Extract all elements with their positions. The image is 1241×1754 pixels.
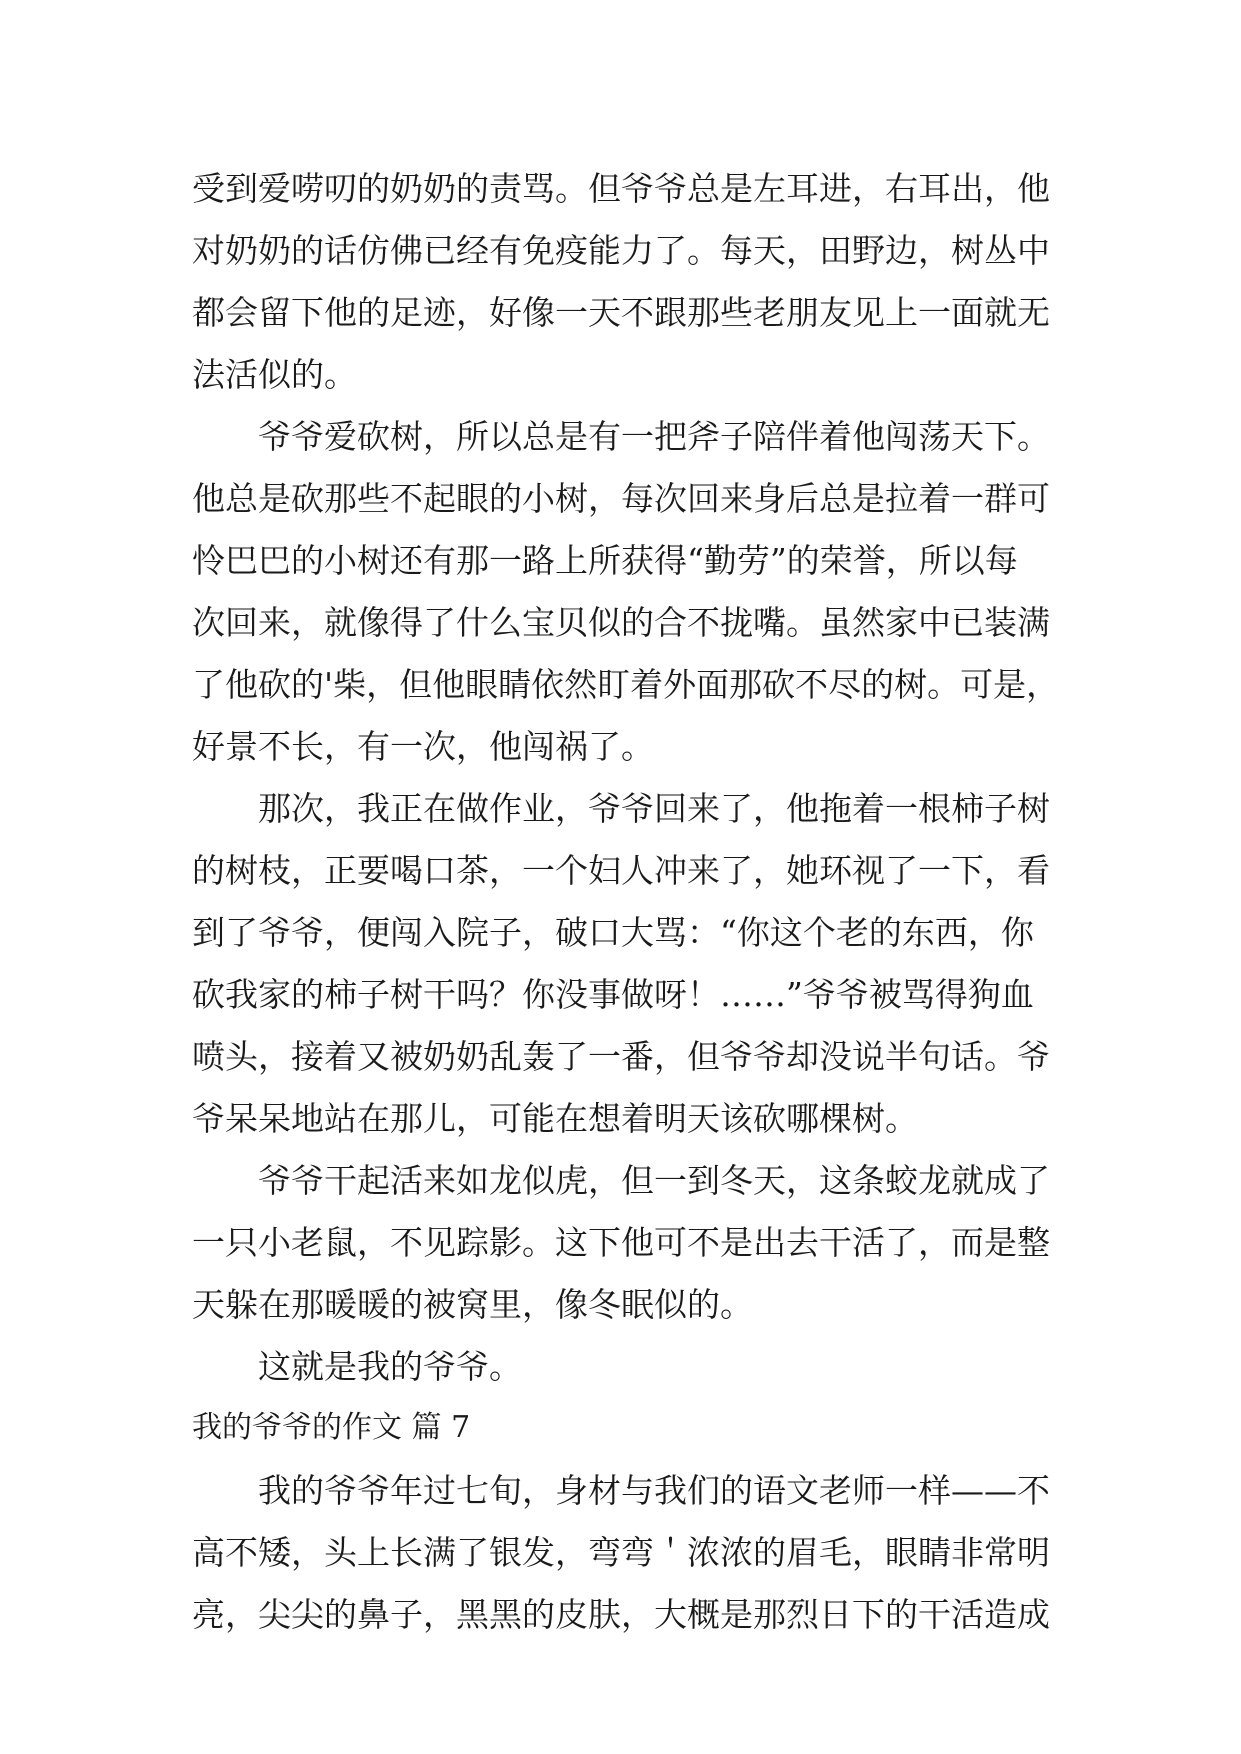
text-line: 次回来，就像得了什么宝贝似的合不拢嘴。虽然家中已装满	[192, 603, 1050, 642]
document-body	[192, 158, 1072, 1646]
text-line: 我的爷爷年过七旬，身材与我们的语文老师一样——不	[258, 1471, 1050, 1510]
text-line: 那次，我正在做作业，爷爷回来了，他拖着一根柿子树	[258, 789, 1050, 828]
text-line: 都会留下他的足迹，好像一天不跟那些老朋友见上一面就无	[192, 293, 1050, 332]
text-line: 爷爷爱砍树，所以总是有一把斧子陪伴着他闯荡天下。	[258, 417, 1050, 456]
text-line: 亮，尖尖的鼻子，黑黑的皮肤，大概是那烈日下的干活造成	[192, 1595, 1050, 1634]
text-line: 的树枝，正要喝口茶，一个妇人冲来了，她环视了一下，看	[192, 851, 1050, 890]
text-line: 对奶奶的话仿佛已经有免疫能力了。每天，田野边，树丛中	[192, 231, 1050, 270]
text-line: 好景不长，有一次，他闯祸了。	[192, 727, 654, 766]
text-line: 法活似的。	[192, 355, 357, 394]
text-line: 爷呆呆地站在那儿，可能在想着明天该砍哪棵树。	[192, 1099, 918, 1138]
text-line: 这就是我的爷爷。	[258, 1347, 522, 1386]
text-line: 到了爷爷，便闯入院子，破口大骂：“你这个老的东西，你	[192, 913, 1034, 952]
text-line: 了他砍的'柴，但他眼睛依然盯着外面那砍不尽的树。可是，	[192, 665, 1060, 704]
paragraph	[192, 1150, 1072, 1336]
text-line: 一只小老鼠，不见踪影。这下他可不是出去干活了，而是整	[192, 1223, 1050, 1262]
text-line: 怜巴巴的小树还有那一路上所获得“勤劳”的荣誉，所以每	[192, 541, 1018, 580]
paragraph	[192, 778, 1072, 1150]
text-line: 天躲在那暖暖的被窝里，像冬眠似的。	[192, 1285, 753, 1324]
paragraph	[192, 406, 1072, 778]
text-line: 他总是砍那些不起眼的小树，每次回来身后总是拉着一群可	[192, 479, 1050, 518]
text-line: 砍我家的柿子树干吗？你没事做呀！……”爷爷被骂得狗血	[192, 975, 1034, 1014]
paragraph	[192, 1336, 1072, 1398]
text-line: 高不矮，头上长满了银发，弯弯＇浓浓的眉毛，眼睛非常明	[192, 1533, 1050, 1572]
paragraph	[192, 158, 1072, 406]
text-line: 爷爷干起活来如龙似虎，但一到冬天，这条蛟龙就成了	[258, 1161, 1050, 1200]
section-heading: 我的爷爷的作文 篇 7	[192, 1410, 471, 1445]
text-line: 受到爱唠叨的奶奶的责骂。但爷爷总是左耳进，右耳出，他	[192, 169, 1050, 208]
paragraph	[192, 1460, 1072, 1646]
text-line: 喷头，接着又被奶奶乱轰了一番，但爷爷却没说半句话。爷	[192, 1037, 1050, 1076]
